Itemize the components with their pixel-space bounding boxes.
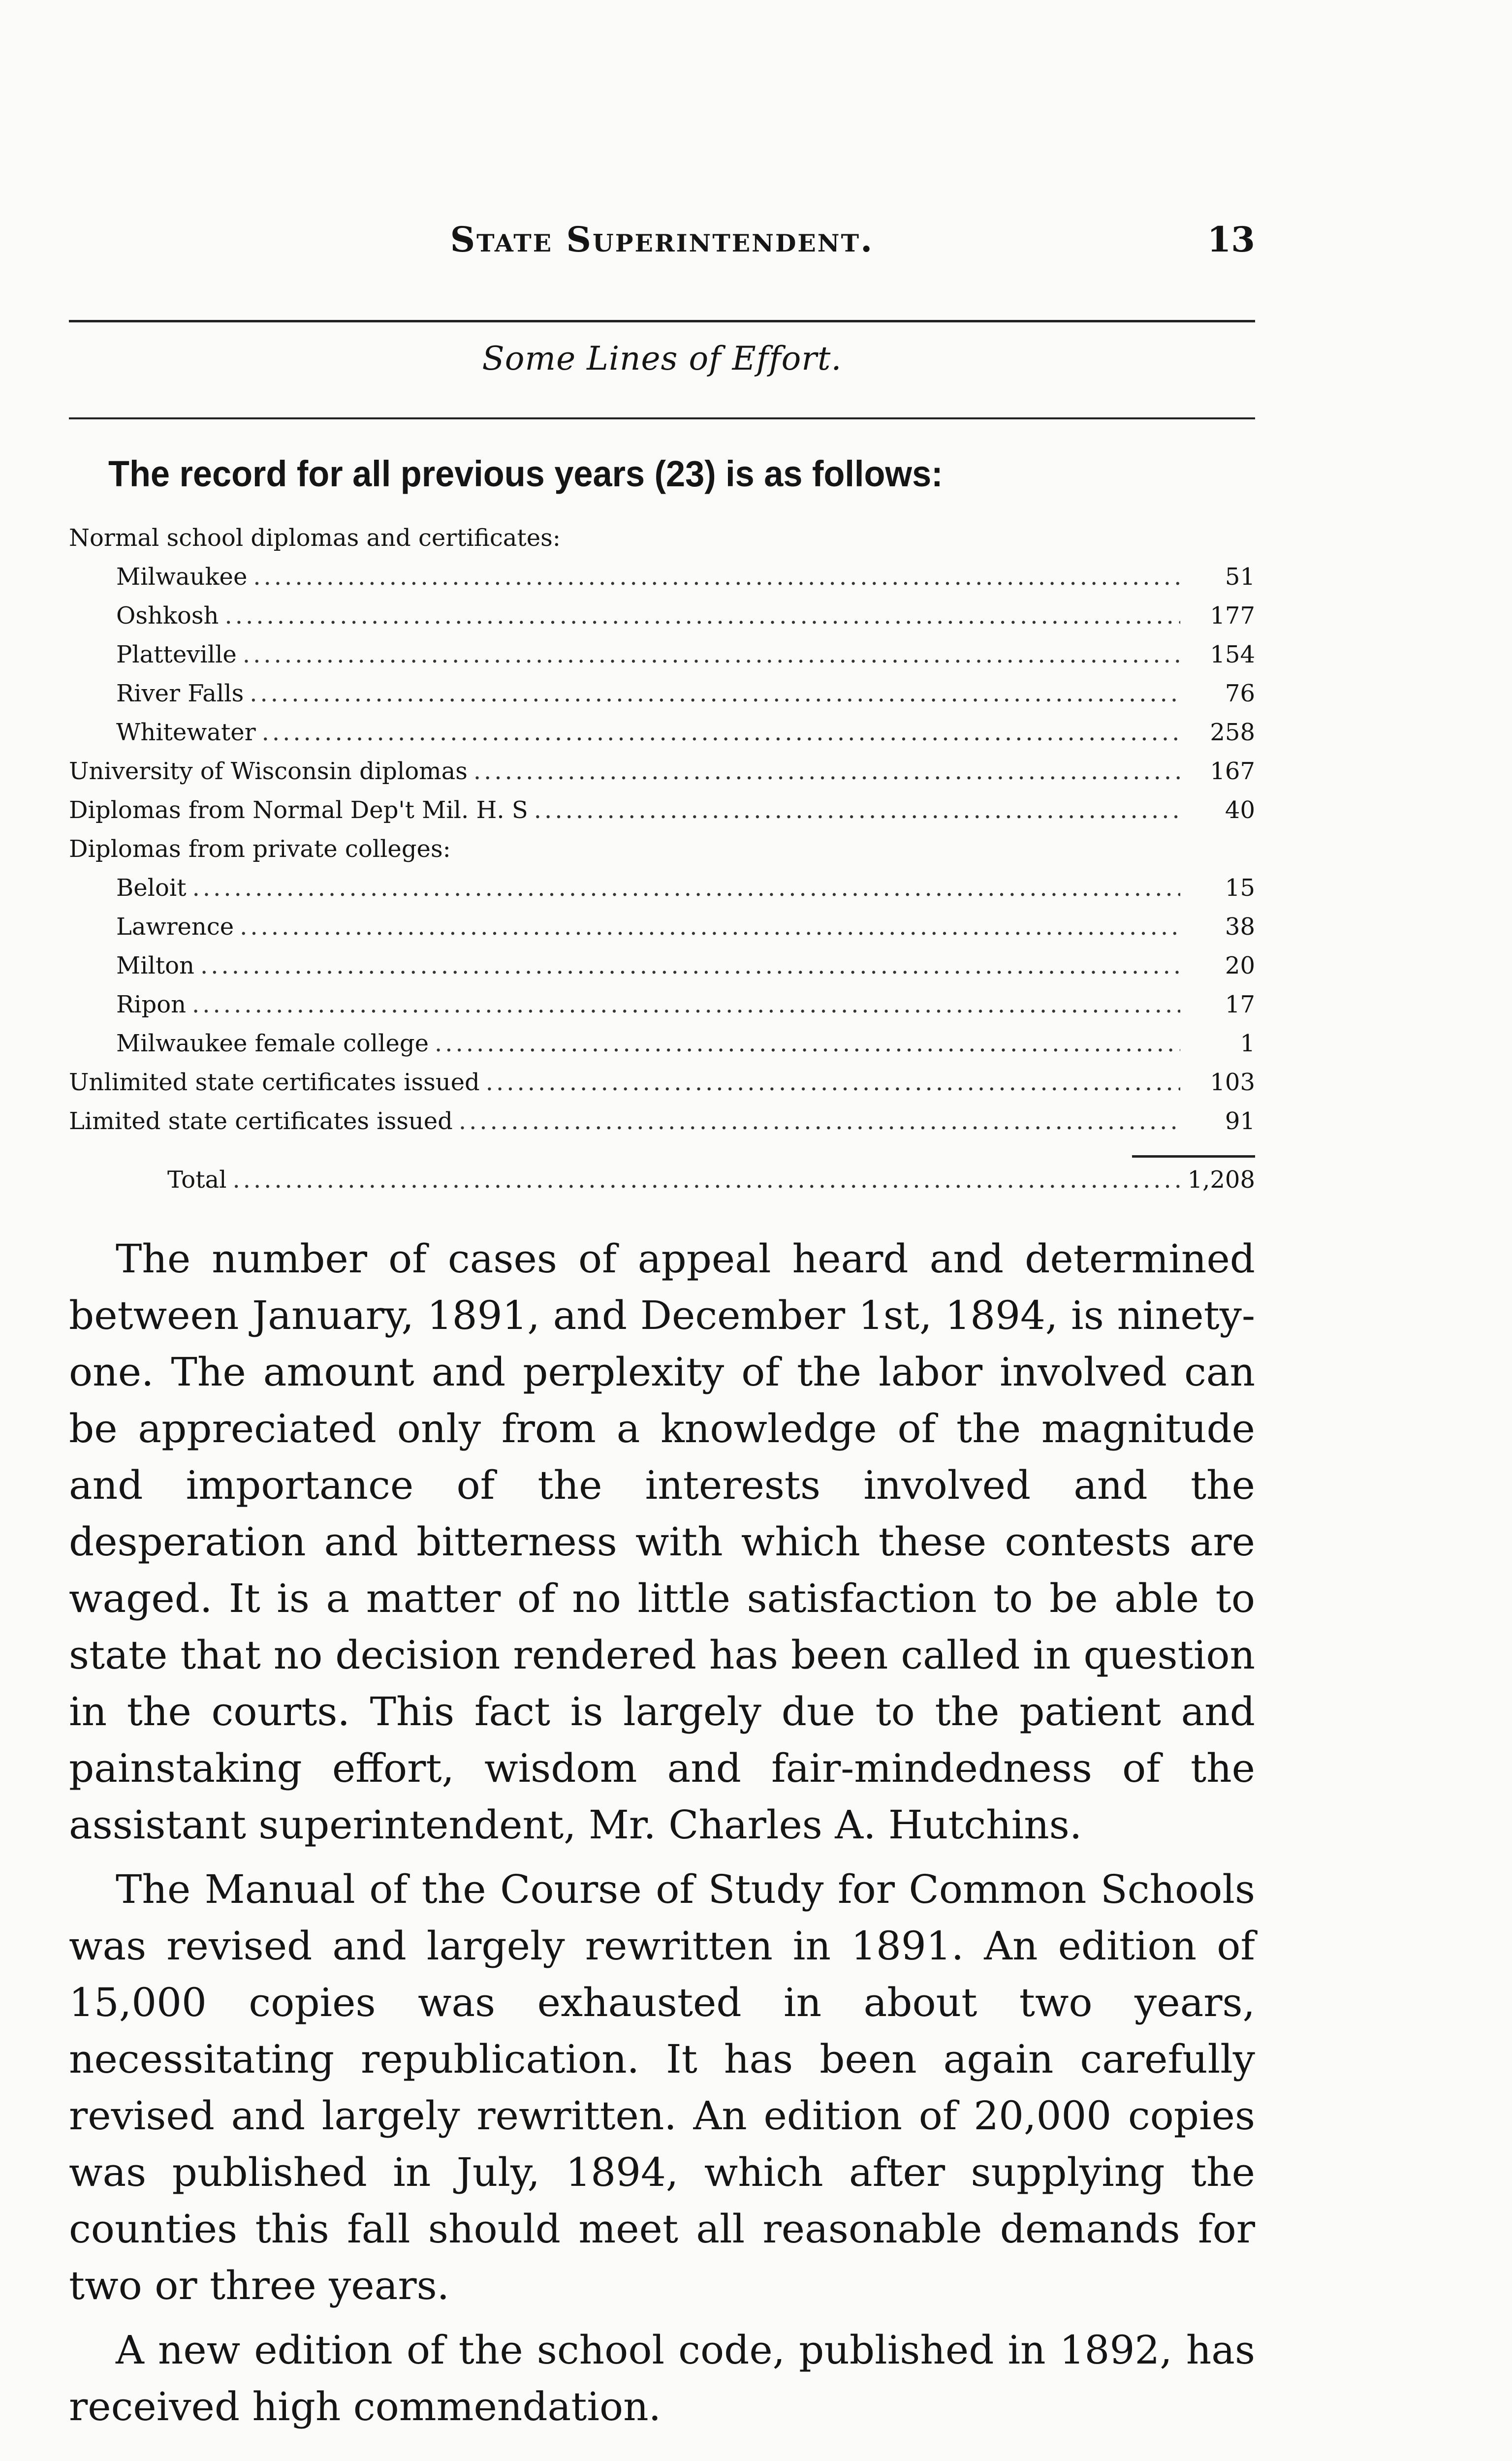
table-row xyxy=(69,1069,1255,1107)
row-label: Beloit xyxy=(116,874,187,902)
table-row xyxy=(69,1030,1255,1069)
row-value: 91 xyxy=(1225,1107,1255,1135)
row-label: River Falls xyxy=(116,680,244,707)
row-label: Oshkosh xyxy=(116,602,219,630)
row-value: 103 xyxy=(1210,1069,1255,1096)
table-row xyxy=(69,952,1255,991)
row-label: Milwaukee xyxy=(116,563,248,591)
row-label: Diplomas from Normal Dep't Mil. H. S xyxy=(69,796,528,824)
table-row xyxy=(69,602,1255,641)
row-label: Normal school diplomas and certificates: xyxy=(69,524,561,552)
section-heading: Some Lines of Effort. xyxy=(482,340,842,378)
table-row xyxy=(69,796,1255,835)
row-value: 154 xyxy=(1210,641,1255,668)
total-value: 1,208 xyxy=(1187,1166,1255,1194)
table-row xyxy=(69,563,1255,602)
row-label: Ripon xyxy=(116,991,187,1018)
row-value: 38 xyxy=(1225,913,1255,941)
table-row xyxy=(69,719,1255,757)
table-row xyxy=(69,874,1255,913)
row-label: Lawrence xyxy=(116,913,234,941)
body-text xyxy=(69,1230,1255,2443)
table-row xyxy=(69,913,1255,952)
row-value: 177 xyxy=(1210,602,1255,630)
row-value: 20 xyxy=(1225,952,1255,979)
row-label: Platteville xyxy=(116,641,237,668)
paragraph: The Manual of the Course of Study for Common Schools was revised and largely rewritten in 1891. An edition of 15,000 copies was exhausted in about two years, necessitating republication. It has been again carefully revised and largely rewritten. An edition of 20,000 copies was published in July, 1894, which after supplying the counties this fall should meet all reasonable demands for two or three years. xyxy=(69,1866,1255,2308)
row-value: 167 xyxy=(1210,757,1255,785)
heading-rule xyxy=(69,417,1255,419)
table-row xyxy=(69,524,1255,563)
row-value: 17 xyxy=(1225,991,1255,1018)
row-value: 15 xyxy=(1225,874,1255,902)
row-value: 40 xyxy=(1225,796,1255,824)
table-row xyxy=(69,757,1255,796)
total-label: Total xyxy=(167,1166,227,1194)
row-label: Limited state certificates issued xyxy=(69,1107,453,1135)
running-head xyxy=(69,219,1255,263)
table-row xyxy=(69,641,1255,680)
sum-rule xyxy=(69,1146,1255,1166)
row-label: Whitewater xyxy=(116,719,256,746)
page-number: 13 xyxy=(1207,219,1255,260)
table-row xyxy=(69,1107,1255,1146)
row-label: Milton xyxy=(116,952,194,979)
top-rule xyxy=(69,320,1255,322)
row-label: University of Wisconsin diplomas xyxy=(69,757,468,785)
row-value: 1 xyxy=(1240,1030,1255,1057)
table-row xyxy=(69,680,1255,719)
paragraph: The number of cases of appeal heard and determined between January, 1891, and December 1st, 1894, is ninety-one. The amount and perplexity of the labor involved can be appreciated only from a knowledge of the magnitude and importance of the interests involved and the desperation and bitterness with which these contests are waged. It is a matter of no little satisfaction to be able to state that no decision rendered has been called in question in the courts. This fact is largely due to the patient and painstaking effort, wisdom and fair-mindedness of the assistant superintendent, Mr. Charles A. Hutchins. xyxy=(69,1236,1255,1848)
paragraph: A new edition of the school code, published in 1892, has received high commendation. xyxy=(69,2327,1255,2429)
row-value: 51 xyxy=(1225,563,1255,591)
row-value: 258 xyxy=(1210,719,1255,746)
running-title: State Superintendent. xyxy=(450,219,874,260)
row-label: Diplomas from private colleges: xyxy=(69,835,451,863)
row-label: Unlimited state certificates issued xyxy=(69,1069,480,1096)
row-value: 76 xyxy=(1225,680,1255,707)
record-table xyxy=(69,524,1255,1205)
total-row xyxy=(69,1166,1255,1205)
table-row xyxy=(69,835,1255,874)
row-label: Milwaukee female college xyxy=(116,1030,429,1057)
table-row xyxy=(69,991,1255,1030)
record-intro: The record for all previous years (23) is as follows: xyxy=(108,453,943,494)
